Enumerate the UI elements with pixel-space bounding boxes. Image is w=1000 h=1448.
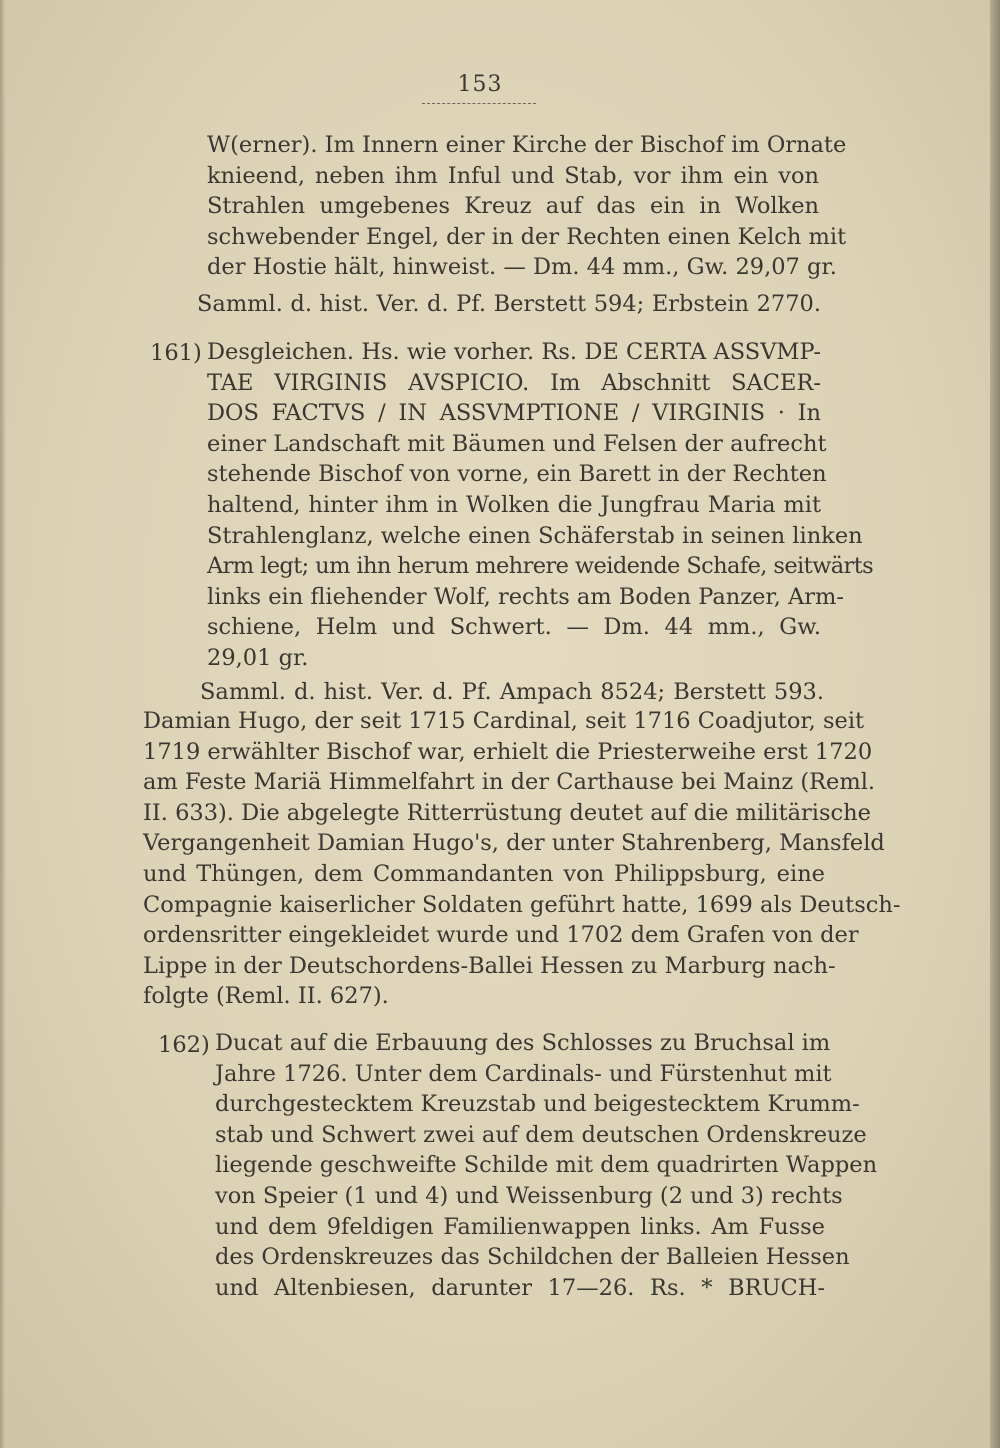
entry-161-reference	[200, 677, 824, 708]
text-line: Strahlenglanz, welche einen Schäferstab in seinen linken	[207, 522, 863, 549]
text-line: liegende geschweifte Schilde mit dem quadrirten Wappen	[215, 1152, 878, 1179]
text-line: schwebender Engel, der in der Rechten einen Kelch mit	[207, 223, 847, 250]
text-line: durchgestecktem Kreuzstab und beigestecktem Krumm-	[215, 1091, 860, 1118]
text-line: Strahlen umgebenes Kreuz auf das ein in Wolken	[207, 193, 819, 220]
text-line: von Speier (1 und 4) und Weissenburg (2 und 3) rechts	[215, 1182, 843, 1209]
text-line: folgte (Reml. II. 627).	[143, 983, 389, 1010]
reference-line: Samml. d. hist. Ver. d. Pf. Ampach 8524; Berstett 593.	[200, 679, 824, 705]
entry-160-reference	[197, 289, 821, 320]
text-line: Desgleichen. Hs. wie vorher. Rs. DE CERTA ASSVMP-	[207, 339, 821, 365]
text-line: und dem 9feldigen Familienwappen links. Am Fusse	[215, 1213, 825, 1240]
text-line: stehende Bischof von vorne, ein Barett in der Rechten	[207, 461, 827, 488]
text-line: II. 633). Die abgelegte Ritterrüstung deutet auf die militärische	[143, 799, 871, 826]
text-line: am Feste Mariä Himmelfahrt in der Carthause bei Mainz (Reml.	[143, 769, 876, 796]
text-line: schiene, Helm und Schwert. — Dm. 44 mm., Gw.	[207, 614, 821, 641]
text-line: W(erner). Im Innern einer Kirche der Bischof im Ornate	[207, 132, 847, 158]
commentary-text	[143, 706, 901, 1012]
entry-162-number: 162)	[158, 1032, 210, 1058]
text-line: der Hostie hält, hinweist. — Dm. 44 mm., Gw. 29,07 gr.	[207, 254, 837, 281]
text-line: 29,01 gr.	[207, 644, 309, 671]
entry-160-text	[207, 130, 847, 283]
text-line: ordensritter eingekleidet wurde und 1702 dem Grafen von der	[143, 922, 859, 949]
text-line: und Thüngen, dem Commandanten von Philippsburg, eine	[143, 860, 825, 887]
entry-162-text	[215, 1028, 878, 1303]
page-number: 153	[457, 72, 503, 97]
text-line: links ein fliehender Wolf, rechts am Boden Panzer, Arm-	[207, 583, 844, 610]
text-line: Jahre 1726. Unter dem Cardinals- und Fürstenhut mit	[215, 1060, 832, 1087]
text-line: Compagnie kaiserlicher Soldaten geführt hatte, 1699 als Deutsch-	[143, 891, 901, 918]
text-line: DOS FACTVS / IN ASSVMPTIONE / VIRGINIS · In	[207, 400, 821, 427]
text-line: Damian Hugo, der seit 1715 Cardinal, seit 1716 Coadjutor, seit	[143, 708, 865, 734]
text-line: 1719 erwählter Bischof war, erhielt die Priesterweihe erst 1720	[143, 738, 873, 765]
text-line: einer Landschaft mit Bäumen und Felsen der aufrecht	[207, 430, 827, 457]
text-line: stab und Schwert zwei auf dem deutschen Ordenskreuze	[215, 1121, 867, 1148]
text-line: Ducat auf die Erbauung des Schlosses zu Bruchsal im	[215, 1030, 831, 1056]
page-edge-right	[990, 0, 1000, 1448]
entry-161-text	[207, 337, 874, 674]
text-line: und Altenbiesen, darunter 17—26. Rs. * BRUCH-	[215, 1274, 825, 1301]
page-edge-left	[0, 0, 6, 1448]
page-number-rule	[422, 103, 536, 104]
text-line: TAE VIRGINIS AVSPICIO. Im Abschnitt SACER-	[207, 369, 821, 396]
entry-161-number: 161)	[150, 340, 202, 366]
text-line: haltend, hinter ihm in Wolken die Jungfrau Maria mit	[207, 491, 821, 518]
text-line: Vergangenheit Damian Hugo's, der unter Stahrenberg, Mansfeld	[143, 830, 885, 857]
text-line: knieend, neben ihm Inful und Stab, vor ihm ein von	[207, 162, 819, 189]
reference-line: Samml. d. hist. Ver. d. Pf. Berstett 594; Erbstein 2770.	[197, 291, 821, 317]
text-line: Lippe in der Deutschordens-Ballei Hessen zu Marburg nach-	[143, 952, 836, 979]
text-line: Arm legt; um ihn herum mehrere weidende Schafe, seitwärts	[207, 553, 874, 580]
text-line: des Ordenskreuzes das Schildchen der Balleien Hessen	[215, 1244, 850, 1271]
